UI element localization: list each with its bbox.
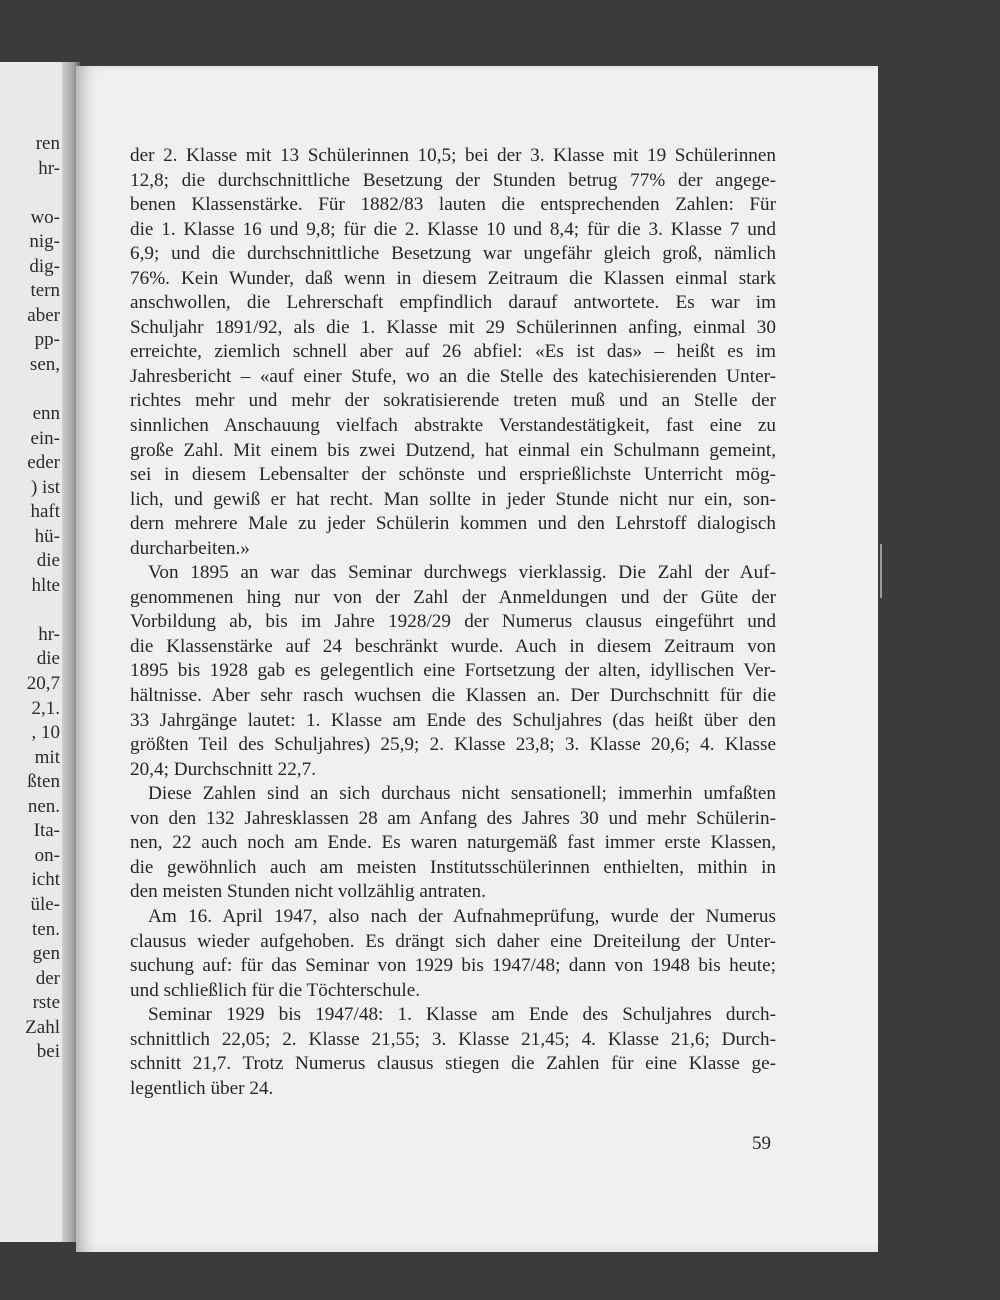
text-line: 12,8; die durchschnittliche Besetzung der Stunden betrug 77% der angege- xyxy=(130,169,776,191)
previous-page-line: üle- xyxy=(30,893,60,915)
text-line: Jahresbericht – «auf einer Stufe, wo an die Stelle des katechisierenden Unter- xyxy=(130,365,776,387)
paragraph xyxy=(130,905,776,1003)
text-line: 6,9; und die durchschnittliche Besetzung war ungefähr gleich groß, nämlich xyxy=(130,243,776,265)
text-line: dern mehrere Male zu jeder Schülerin kommen und den Lehrstoff dialogisch xyxy=(130,513,776,535)
previous-page-line: enn xyxy=(32,403,60,425)
previous-page-line: eder xyxy=(27,452,60,474)
previous-page-line: ßten xyxy=(27,771,60,793)
text-line: und schließlich für die Töchterschule. xyxy=(130,979,421,1001)
previous-page-line: ren xyxy=(35,133,60,154)
text-line: sei in diesem Lebensalter der schönste und ersprießlichste Unterricht mög- xyxy=(130,464,776,486)
paragraph xyxy=(130,144,776,561)
text-line: die 1. Klasse 16 und 9,8; für die 2. Klasse 10 und 8,4; für die 3. Klasse 7 und xyxy=(130,218,776,240)
text-line: richtes mehr und mehr der sokratisierende treten muß und an Stelle der xyxy=(130,390,776,412)
previous-page-line: gen xyxy=(32,943,60,965)
paragraph xyxy=(130,782,776,905)
page-number: 59 xyxy=(752,1133,771,1154)
text-line: Diese Zahlen sind an sich durchaus nicht sensationell; immerhin umfaßten xyxy=(148,783,776,805)
previous-page-line xyxy=(25,377,60,402)
book-page xyxy=(76,66,878,1252)
paragraph xyxy=(130,561,776,782)
previous-page-line: hlte xyxy=(31,574,60,596)
text-line: Seminar 1929 bis 1947/48: 1. Klasse am Ende des Schuljahres durch- xyxy=(148,1004,776,1026)
text-line: 1895 bis 1928 gab es gelegentlich eine Fortsetzung der alten, idyllischen Ver- xyxy=(130,660,776,682)
text-line: legentlich über 24. xyxy=(130,1077,274,1099)
previous-page-line: nen. xyxy=(27,795,60,817)
text-line: anschwollen, die Lehrerschaft empfindlich darauf antwortete. Es war im xyxy=(130,292,776,314)
previous-page-line: wo- xyxy=(30,206,60,228)
text-line: größten Teil des Schuljahres) 25,9; 2. Klasse 23,8; 3. Klasse 20,6; 4. Klasse xyxy=(130,734,776,756)
previous-page-line: aber xyxy=(27,304,60,326)
text-line: suchung auf: für das Seminar von 1929 bis 1947/48; dann von 1948 bis heute; xyxy=(130,955,776,977)
previous-page-line: 20,7 xyxy=(26,673,60,695)
text-line: genommenen hing nur von der Zahl der Anmeldungen und der Güte der xyxy=(130,586,776,608)
previous-page-line: hü- xyxy=(34,525,60,547)
text-line: Schuljahr 1891/92, als die 1. Klasse mit 29 Schülerinnen anfing, einmal 30 xyxy=(130,316,776,338)
previous-page-line: haft xyxy=(30,501,60,523)
text-line: der 2. Klasse mit 13 Schülerinnen 10,5; bei der 3. Klasse mit 19 Schülerinnen xyxy=(130,145,776,166)
previous-page-line: bei xyxy=(36,1041,60,1063)
previous-page-line xyxy=(25,598,60,623)
text-line: lich, und gewiß er hat recht. Man sollte in jeder Stunde nicht nur ein, son- xyxy=(130,488,776,510)
text-line: 76%. Kein Wunder, daß wenn in diesem Zeitraum die Klassen einmal stark xyxy=(130,267,776,289)
margin-pencil-mark xyxy=(880,544,882,598)
previous-page-line: dig- xyxy=(29,255,60,277)
text-line: nen, 22 auch noch am Ende. Es waren naturgemäß fast immer erste Klassen, xyxy=(130,832,776,854)
previous-page-line: icht xyxy=(31,869,60,891)
previous-page-line: der xyxy=(35,967,60,989)
text-line: 20,4; Durchschnitt 22,7. xyxy=(130,758,316,780)
previous-page-line: 2,1. xyxy=(31,697,60,719)
previous-page-line: nig- xyxy=(29,231,60,253)
previous-page-line: Zahl xyxy=(25,1016,60,1038)
text-line: erreichte, ziemlich schnell aber auf 26 abfiel: «Es ist das» – heißt es im xyxy=(130,341,776,363)
text-line: schnittlich 22,05; 2. Klasse 21,55; 3. Klasse 21,45; 4. Klasse 21,6; Durch- xyxy=(130,1028,776,1050)
text-line: clausus wieder aufgehoben. Es drängt sich daher eine Dreiteilung der Unter- xyxy=(130,930,776,952)
text-line: sinnlichen Anschauung vielfach abstrakte Verstandestätigkeit, fast eine zu xyxy=(130,415,776,437)
previous-page-line: hr- xyxy=(38,157,60,179)
previous-page-line: ein- xyxy=(30,427,60,449)
previous-page-line: ten. xyxy=(32,918,60,940)
previous-page-line: , 10 xyxy=(31,722,60,744)
previous-page-line: rste xyxy=(32,992,60,1014)
text-line: die gewöhnlich auch am meisten Institutsschülerinnen enthielten, mithin in xyxy=(130,856,776,878)
previous-page-line: Ita- xyxy=(33,820,60,842)
previous-page-line: ) ist xyxy=(30,476,60,498)
previous-page-line: hr- xyxy=(38,623,60,645)
previous-page-line: on- xyxy=(34,844,60,866)
text-line: schnitt 21,7. Trotz Numerus clausus stiegen die Zahlen für eine Klasse ge- xyxy=(130,1053,776,1075)
previous-page-text-fragments xyxy=(25,132,60,1065)
previous-page-line: die xyxy=(36,550,60,572)
text-line: durcharbeiten.» xyxy=(130,537,250,559)
text-line: Vorbildung ab, bis im Jahre 1928/29 der Numerus clausus eingeführt und xyxy=(130,611,776,633)
text-line: den meisten Stunden nicht vollzählig antraten. xyxy=(130,881,486,903)
previous-page-line: die xyxy=(36,648,60,670)
paragraph xyxy=(130,1003,776,1101)
body-text xyxy=(130,144,776,1101)
text-line: 33 Jahrgänge lautet: 1. Klasse am Ende des Schuljahres (das heißt über den xyxy=(130,709,776,731)
text-line: große Zahl. Mit einem bis zwei Dutzend, hat einmal ein Schulmann gemeint, xyxy=(130,439,776,461)
text-line: hältnisse. Aber sehr rasch wuchsen die Klassen an. Der Durchschnitt für die xyxy=(130,685,776,707)
previous-page-line xyxy=(25,181,60,206)
text-line: von den 132 Jahresklassen 28 am Anfang des Jahres 30 und mehr Schülerin- xyxy=(130,807,776,829)
previous-page-line: tern xyxy=(30,280,60,302)
text-line: benen Klassenstärke. Für 1882/83 lauten die entsprechenden Zahlen: Für xyxy=(130,194,776,216)
previous-page-line: sen, xyxy=(29,353,60,375)
previous-page-line: pp- xyxy=(34,329,60,351)
text-line: Von 1895 an war das Seminar durchwegs vierklassig. Die Zahl der Auf- xyxy=(148,562,776,584)
text-line: Am 16. April 1947, also nach der Aufnahmeprüfung, wurde der Numerus xyxy=(148,905,776,927)
text-line: die Klassenstärke auf 24 beschränkt wurde. Auch in diesem Zeitraum von xyxy=(130,635,776,657)
previous-page-line: mit xyxy=(34,746,60,768)
